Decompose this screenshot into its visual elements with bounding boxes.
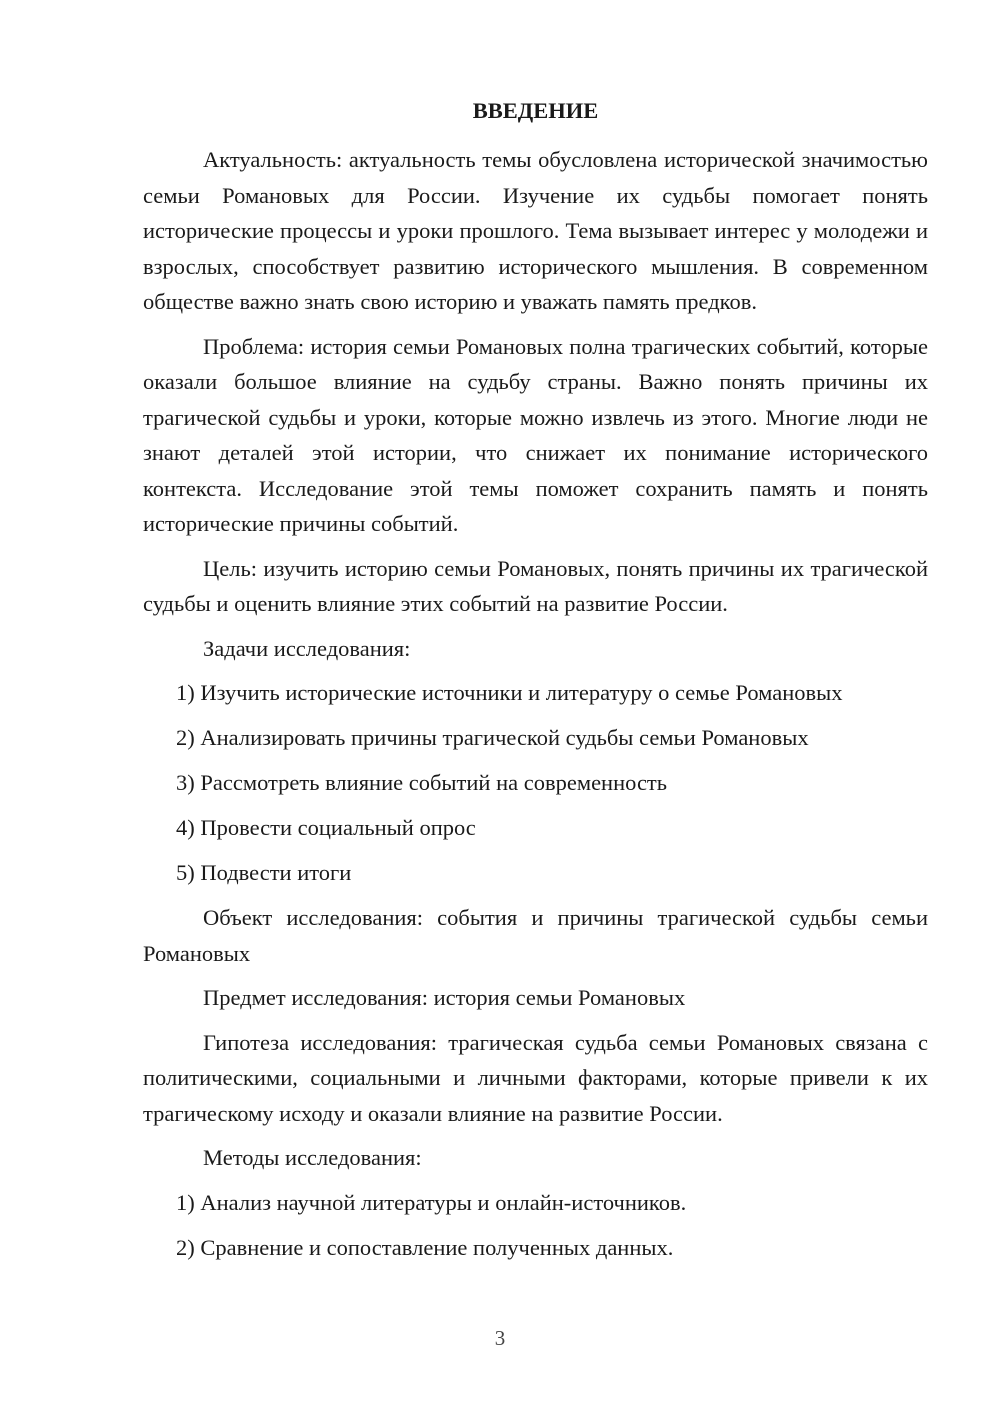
subject-paragraph: Предмет исследования: история семьи Романовых — [203, 985, 686, 1010]
tasks-heading: Задачи исследования: — [203, 635, 411, 661]
hypothesis-paragraph: Гипотеза исследования: трагическая судьба семьи Романовых связана с политическими, социальными и личными факторами, которые привели к их трагическому исходу и оказали влияние на развитие России. — [143, 1029, 928, 1126]
list-item: 1) Изучить исторические источники и литературу о семье Романовых — [176, 680, 843, 705]
list-item: 2) Анализировать причины трагической судьбы семьи Романовых — [176, 725, 809, 750]
page-number: 3 — [494, 1326, 506, 1350]
section-title: ВВЕДЕНИЕ — [472, 98, 599, 123]
relevance-paragraph: Актуальность: актуальность темы обусловлена исторической значимостью семьи Романовых для России. Изучение их судьбы помогает понять исторические процессы и уроки прошлого. Тема вызывает интерес у молодежи и взрослых, способствует развитию исторического мышления. В современном обществе важно знать свою историю и уважать память предков. — [143, 147, 928, 314]
page-content — [143, 90, 928, 1275]
methods-heading: Методы исследования: — [203, 1145, 422, 1170]
tasks-list — [143, 675, 928, 891]
problem-paragraph: Проблема: история семьи Романовых полна трагических событий, которые оказали большое влияние на судьбу страны. Важно понять причины их трагической судьбы и уроки, которые можно извлечь из этого. Многие люди не знают деталей этой истории, что снижает их понимание исторического контекста. Исследование этой темы поможет сохранить память и понять исторические причины событий. — [143, 333, 928, 536]
list-item: 4) Провести социальный опрос — [176, 815, 476, 840]
list-item: 2) Сравнение и сопоставление полученных данных. — [176, 1234, 674, 1260]
object-paragraph: Объект исследования: события и причины трагической судьбы семьи Романовых — [143, 905, 928, 966]
list-item: 5) Подвести итоги — [176, 860, 352, 885]
list-item: 1) Анализ научной литературы и онлайн-источников. — [176, 1189, 687, 1215]
list-item: 3) Рассмотреть влияние событий на современность — [176, 770, 668, 795]
goal-paragraph: Цель: изучить историю семьи Романовых, понять причины их трагической судьбы и оценить влияние этих событий на развитие России. — [143, 555, 928, 616]
methods-list — [143, 1185, 928, 1266]
